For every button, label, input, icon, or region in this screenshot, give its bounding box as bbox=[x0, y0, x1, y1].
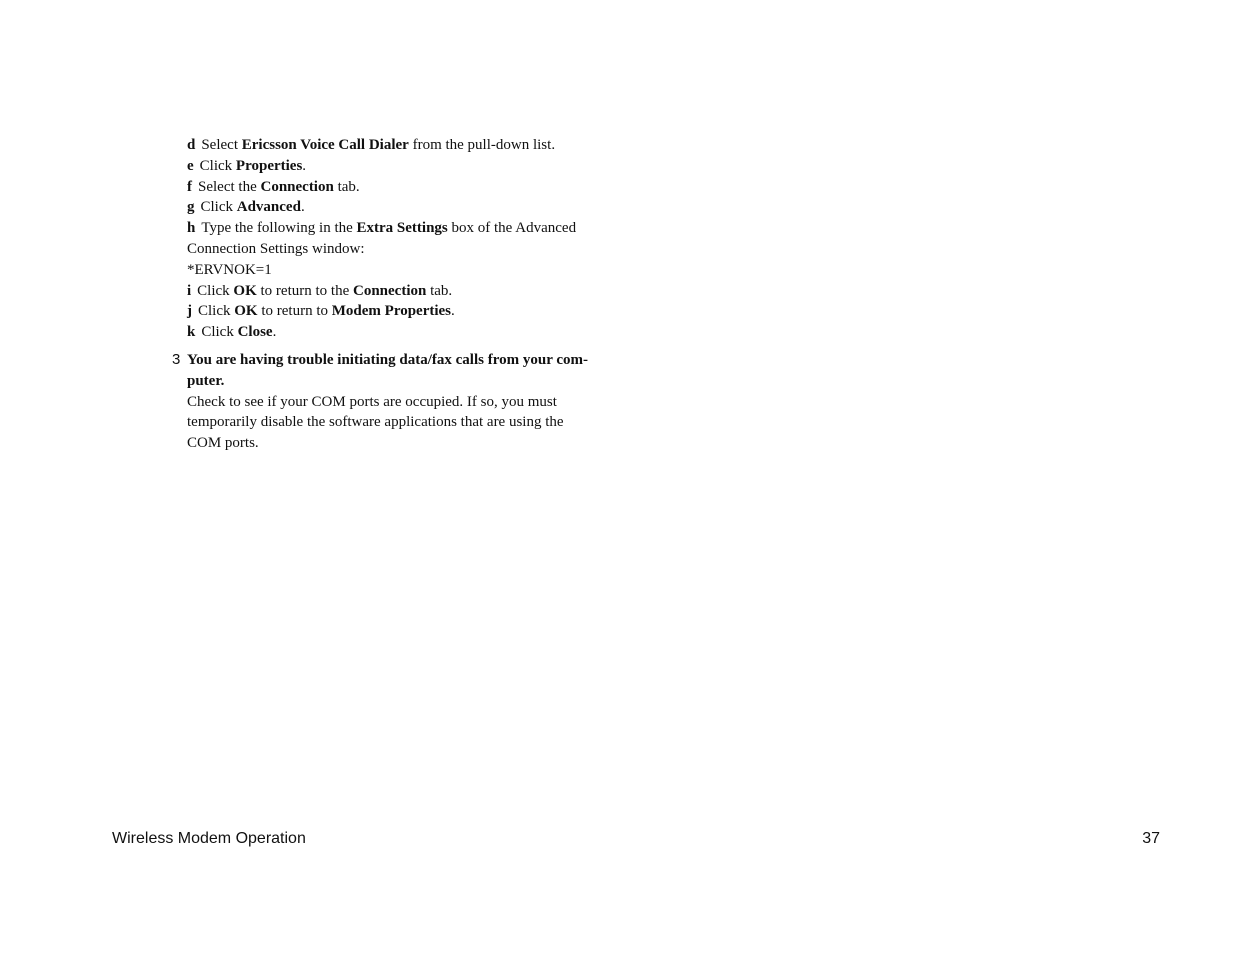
step-letter: f bbox=[187, 178, 192, 195]
step-text: Click bbox=[197, 282, 234, 299]
step-f bbox=[187, 177, 607, 198]
item-title-line-2: puter. bbox=[187, 372, 225, 389]
step-letter: g bbox=[187, 199, 195, 216]
step-bold-text: Modem Properties bbox=[331, 303, 452, 320]
troubleshooting-item-3 bbox=[172, 350, 607, 454]
step-text: . bbox=[451, 303, 455, 320]
step-bold-text: Extra Settings bbox=[356, 220, 448, 237]
step-text: from the pull-down list. bbox=[408, 137, 556, 153]
step-text: tab. bbox=[426, 282, 453, 299]
step-text: Select the bbox=[198, 178, 261, 195]
step-text: Click bbox=[201, 324, 238, 341]
step-h-continuation: Connection Settings window: bbox=[187, 240, 365, 257]
step-bold-text: Close bbox=[237, 324, 273, 341]
step-text: tab. bbox=[333, 178, 360, 195]
step-letter: e bbox=[187, 157, 194, 174]
step-text: to return to the bbox=[256, 282, 353, 299]
step-text: to return to bbox=[257, 303, 332, 320]
step-text: box of the Advanced bbox=[447, 220, 577, 237]
document-body bbox=[172, 135, 607, 454]
step-i bbox=[187, 281, 607, 302]
step-text: Type the following in the bbox=[201, 220, 357, 237]
item-title-line-1: You are having trouble initiating data/fax calls from your com- bbox=[187, 351, 588, 368]
step-letter: k bbox=[187, 324, 196, 341]
item-number: 3 bbox=[172, 350, 181, 368]
step-text: . bbox=[272, 324, 277, 341]
step-bold-text: OK bbox=[233, 282, 257, 299]
step-bold-text: Connection bbox=[260, 178, 334, 195]
command-text: *ERVNOK=1 bbox=[187, 261, 272, 278]
footer-section-title: Wireless Modem Operation bbox=[112, 830, 306, 847]
step-text: Click bbox=[200, 199, 237, 216]
step-letter: d bbox=[187, 137, 196, 153]
step-letter: i bbox=[187, 282, 192, 299]
step-bold-text: Properties bbox=[235, 157, 303, 174]
step-bold-text: Advanced bbox=[236, 199, 301, 216]
item-body-line: temporarily disable the software applications that are using the bbox=[187, 414, 564, 431]
step-bold-text: Ericsson Voice Call Dialer bbox=[241, 137, 409, 153]
step-j bbox=[187, 301, 607, 322]
step-g bbox=[187, 197, 607, 218]
step-letter: h bbox=[187, 220, 196, 237]
step-bold-text: OK bbox=[234, 303, 258, 320]
step-bold-text: Connection bbox=[353, 282, 427, 299]
item-body-line: Check to see if your COM ports are occupied. If so, you must bbox=[187, 393, 557, 410]
page-number: 37 bbox=[1142, 830, 1160, 847]
item-body-line: COM ports. bbox=[187, 435, 259, 452]
step-letter: j bbox=[187, 303, 192, 320]
step-text: Click bbox=[199, 157, 236, 174]
step-h bbox=[187, 218, 607, 239]
step-d bbox=[187, 135, 607, 156]
step-text: . bbox=[302, 157, 307, 174]
step-text: Select bbox=[201, 137, 242, 153]
step-k bbox=[187, 322, 607, 343]
step-e bbox=[187, 156, 607, 177]
step-text: Click bbox=[198, 303, 235, 320]
step-text: . bbox=[300, 199, 305, 216]
